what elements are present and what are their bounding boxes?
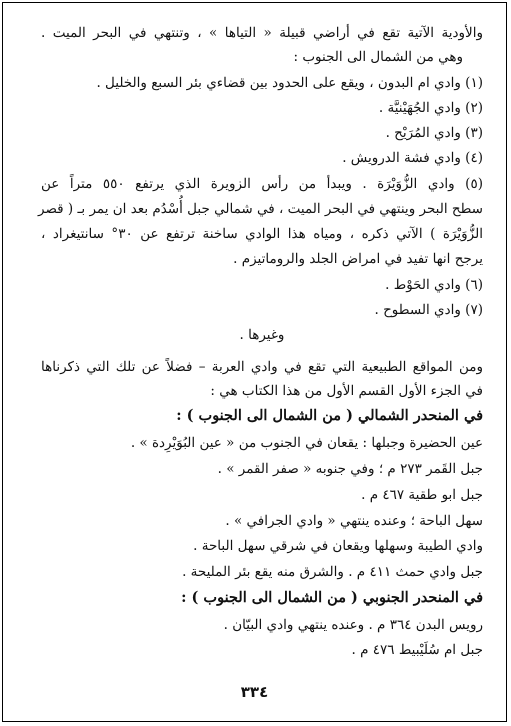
natural-sites-intro: ومن المواقع الطبيعية التي تقع في وادي العربة – فضلاً عن تلك التي ذكرناها: [41, 359, 483, 375]
valley-item: (٣) وادي المُرَيْح .: [385, 125, 483, 141]
natural-sites-intro: في الجزء الأول القسم الأول من هذا الكتاب هي :: [210, 383, 483, 399]
valley-item: (٧) وادي السطوح .: [374, 302, 483, 318]
north-slope-heading: في المنحدر الشمالي ( من الشمال الى الجنوب ) :: [176, 407, 483, 424]
valley-item-continued: الزُّوَيْرَة ) الآتي ذكره ، ومياه هذا الوادي ساخنة ترتفع عن ٣٠° سانتيغراد ،: [41, 226, 483, 242]
valley-item: (٦) وادي الحَوْط .: [385, 277, 483, 293]
valley-item-continued: سطح البحر وينتهي في البحر الميت ، في شمالي جبل أُسْدُم بعد ان يمر بـ ( قصر: [38, 201, 483, 217]
valley-item: (٢) وادي الجُهَيْنيَّة .: [378, 100, 483, 116]
intro-line: وهي من الشمال الى الجنوب :: [293, 49, 463, 65]
valley-item-continued: يرجح انها تفيد في امراض الجلد والروماتيزم .: [233, 251, 483, 267]
page-frame: [2, 2, 507, 722]
south-slope-heading: في المنحدر الجنوبي ( من الشمال الى الجنوب ) :: [181, 589, 483, 606]
intro-line: والأودية الآتية تقع في أراضي قبيلة « التياها » ، وتنتهي في البحر الميت .: [41, 25, 483, 41]
others-line: وغيرها .: [239, 327, 285, 343]
south-slope-item: جبل ام سُلَيْبيط ٤٧٦ م .: [351, 642, 483, 658]
valley-item: (٤) وادي فشة الدرويش .: [342, 150, 483, 166]
valley-item: (١) وادي ام البدون ، ويقع على الحدود بين قضاءي بئر السبع والخليل .: [96, 75, 483, 91]
valley-item: (٥) وادي الزُّوَيْرَة . ويبدأ من رأس الزويرة الذي يرتفع ٥٥٠ متراً عن: [41, 176, 484, 192]
north-slope-item: جبل القَمر ٢٧٣ م ؛ وفي جنوبه « صفر القمر » .: [217, 461, 483, 477]
page-number: ٣٣٤: [240, 683, 269, 701]
north-slope-item: جبل ابو طقية ٤٦٧ م .: [361, 487, 483, 503]
north-slope-item: وادي الطيبة وسهلها ويقعان في شرقي سهل الباحة .: [193, 538, 483, 554]
north-slope-item: جبل وادي حمث ٤١١ م . والشرق منه يقع بئر المليحة .: [182, 564, 483, 580]
north-slope-item: سهل الباحة ؛ وعنده ينتهي « وادي الجرافي » .: [225, 513, 483, 529]
south-slope-item: رويس البدن ٣٦٤ م . وعنده ينتهي وادي البيّان .: [223, 617, 483, 633]
north-slope-item: عين الحضيرة وجبلها : يقعان في الجنوب من « عين البُوَيْرِدة » .: [130, 435, 483, 451]
